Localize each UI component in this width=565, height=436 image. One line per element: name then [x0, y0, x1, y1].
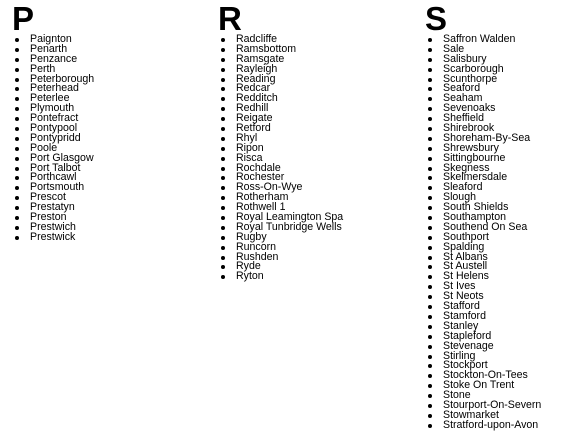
list-item: Southampton [425, 213, 541, 223]
list-item: Spalding [425, 243, 541, 253]
list-item: Prescot [12, 193, 94, 203]
list-item: Southend On Sea [425, 223, 541, 233]
list-item: Stourport-On-Severn [425, 401, 541, 411]
list-item: Retford [218, 124, 343, 134]
list-item: Royal Tunbridge Wells [218, 223, 343, 233]
list-item: Radcliffe [218, 35, 343, 45]
list-item: Ross-On-Wye [218, 183, 343, 193]
list-item: Port Glasgow [12, 154, 94, 164]
list-item: Prestatyn [12, 203, 94, 213]
section-heading: R [218, 0, 242, 37]
list-item: Stratford-upon-Avon [425, 421, 541, 431]
list-item: Rhyl [218, 134, 343, 144]
list-item: Perth [12, 65, 94, 75]
list-item: Prestwich [12, 223, 94, 233]
list-item: Seaford [425, 84, 541, 94]
list-item: Skegness [425, 164, 541, 174]
list-item: Royal Leamington Spa [218, 213, 343, 223]
list-item: Risca [218, 154, 343, 164]
list-item: Peterlee [12, 94, 94, 104]
list-item: Stamford [425, 312, 541, 322]
list-item: Redditch [218, 94, 343, 104]
list-item: Paignton [12, 35, 94, 45]
list-item: Ramsbottom [218, 45, 343, 55]
list-item: Shirebrook [425, 124, 541, 134]
list-item: Stockton-On-Tees [425, 371, 541, 381]
list-item: Portsmouth [12, 183, 94, 193]
list-item: Prestwick [12, 233, 94, 243]
list-item: Scunthorpe [425, 75, 541, 85]
list-item: St Helens [425, 272, 541, 282]
list-item: Ryde [218, 262, 343, 272]
list-item: Rochdale [218, 164, 343, 174]
list-item: Plymouth [12, 104, 94, 114]
list-item: St Ives [425, 282, 541, 292]
list-item: Pontefract [12, 114, 94, 124]
list-item: Ripon [218, 144, 343, 154]
list-item: Pontypridd [12, 134, 94, 144]
list-item: Saffron Walden [425, 35, 541, 45]
section-heading: S [425, 0, 448, 37]
list-item: Rothwell 1 [218, 203, 343, 213]
list-item: Stevenage [425, 342, 541, 352]
list-item: Stone [425, 391, 541, 401]
list-item: Reigate [218, 114, 343, 124]
list-item: Porthcawl [12, 173, 94, 183]
list-item: Shrewsbury [425, 144, 541, 154]
list-item: Penzance [12, 55, 94, 65]
list-item: Sheffield [425, 114, 541, 124]
list-item: Shoreham-By-Sea [425, 134, 541, 144]
list-item: Southport [425, 233, 541, 243]
section-heading: P [12, 0, 35, 37]
list-item: Rugby [218, 233, 343, 243]
list-item: Stoke On Trent [425, 381, 541, 391]
list-item: Peterborough [12, 75, 94, 85]
list-item: Poole [12, 144, 94, 154]
list-item: Ryton [218, 272, 343, 282]
list-item: Seaham [425, 94, 541, 104]
list-item: Rochester [218, 173, 343, 183]
town-list [425, 35, 541, 431]
list-item: Redhill [218, 104, 343, 114]
list-item: Port Talbot [12, 164, 94, 174]
list-item: Preston [12, 213, 94, 223]
list-item: Stafford [425, 302, 541, 312]
list-item: Rushden [218, 253, 343, 263]
list-item: Sale [425, 45, 541, 55]
list-item: Scarborough [425, 65, 541, 75]
list-item: Stockport [425, 361, 541, 371]
list-item: Skelmersdale [425, 173, 541, 183]
list-item: St Austell [425, 262, 541, 272]
list-item: St Albans [425, 253, 541, 263]
list-item: Stanley [425, 322, 541, 332]
town-list [218, 35, 343, 282]
list-item: Sittingbourne [425, 154, 541, 164]
list-item: Slough [425, 193, 541, 203]
list-item: Pontypool [12, 124, 94, 134]
list-item: Rotherham [218, 193, 343, 203]
list-item: Stapleford [425, 332, 541, 342]
list-item: South Shields [425, 203, 541, 213]
list-item: St Neots [425, 292, 541, 302]
list-item: Stirling [425, 352, 541, 362]
list-item: Runcorn [218, 243, 343, 253]
list-item: Rayleigh [218, 65, 343, 75]
list-item: Penarth [12, 45, 94, 55]
list-item: Redcar [218, 84, 343, 94]
list-item: Sevenoaks [425, 104, 541, 114]
list-item: Salisbury [425, 55, 541, 65]
town-list [12, 35, 94, 243]
list-item: Ramsgate [218, 55, 343, 65]
list-item: Stowmarket [425, 411, 541, 421]
list-item: Reading [218, 75, 343, 85]
list-item: Sleaford [425, 183, 541, 193]
list-item: Peterhead [12, 84, 94, 94]
